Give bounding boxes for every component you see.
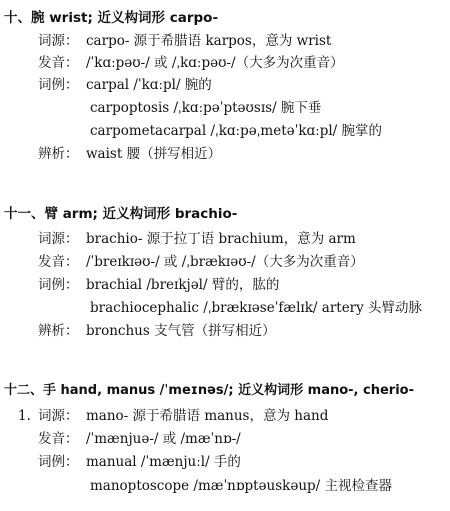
section-heading: 十一、臂 arm; 近义构词形 brachio- <box>4 206 238 222</box>
pron-text: /ˈmænjuə-/ 或 /mæˈnɒ-/ <box>86 431 241 447</box>
pron-row <box>38 251 364 273</box>
analysis-row <box>38 320 276 342</box>
example-item: brachial /breɪkjəl/ 臂的，肱的 <box>86 277 280 293</box>
origin-text: carpo- 源于希腊语 karpos，意为 wrist <box>86 33 332 49</box>
item-number: 1. <box>18 408 31 424</box>
pron-label: 发音： <box>38 254 79 270</box>
example-label: 词例： <box>38 77 79 93</box>
analysis-text: waist 腰（拼写相近） <box>86 146 222 162</box>
example-row <box>38 451 241 473</box>
pron-text: /ˈkɑːpəʊ-/ 或 /ˌkɑːpəʊ-/（大多为次重音） <box>86 55 344 71</box>
example-item: brachiocephalic /ˌbrækɪəseˈfælɪk/ artery 头臂动脉 <box>90 300 423 316</box>
origin-text: brachio- 源于拉丁语 brachium，意为 arm <box>86 231 356 247</box>
example-row <box>38 274 279 296</box>
origin-label: 词源： <box>38 33 79 49</box>
example-item: manual /ˈmænjuːl/ 手的 <box>86 454 241 470</box>
example-item: carpal /ˈkɑːpl/ 腕的 <box>86 77 212 93</box>
example-item: carpoptosis /ˌkɑːpəˈptəʊsɪs/ 腕下垂 <box>90 100 322 116</box>
origin-row <box>38 30 331 52</box>
analysis-text: bronchus 支气管（拼写相近） <box>86 323 276 339</box>
example-label: 词例： <box>38 454 79 470</box>
origin-label: 词源： <box>38 231 79 247</box>
pron-row <box>38 428 241 450</box>
origin-label: 词源： <box>38 408 79 424</box>
section-heading: 十二、手 hand, manus /ˈmeɪnəs/; 近义构词形 mano-, cherio- <box>4 383 414 398</box>
analysis-label: 辨析： <box>38 146 79 162</box>
example-item: carpometacarpal /ˌkɑːpəˌmetəˈkɑːpl/ 腕掌的 <box>90 123 383 139</box>
pron-label: 发音： <box>38 431 79 447</box>
analysis-row <box>38 143 221 165</box>
pron-row <box>38 52 344 74</box>
example-item: manoptoscope /mæˈnɒptəuskəup/ 主视检查器 <box>90 478 393 494</box>
example-label: 词例： <box>38 277 79 293</box>
origin-text: mano- 源于希腊语 manus，意为 hand <box>86 408 329 424</box>
pron-text: /ˈbreɪkɪəʊ-/ 或 /ˌbrækɪəʊ-/（大多为次重音） <box>86 254 364 270</box>
example-row <box>38 74 212 96</box>
origin-row <box>38 228 356 250</box>
analysis-label: 辨析： <box>38 323 79 339</box>
pron-label: 发音： <box>38 55 79 71</box>
section-heading: 十、腕 wrist; 近义构词形 carpo- <box>4 10 219 26</box>
origin-row <box>18 405 328 427</box>
